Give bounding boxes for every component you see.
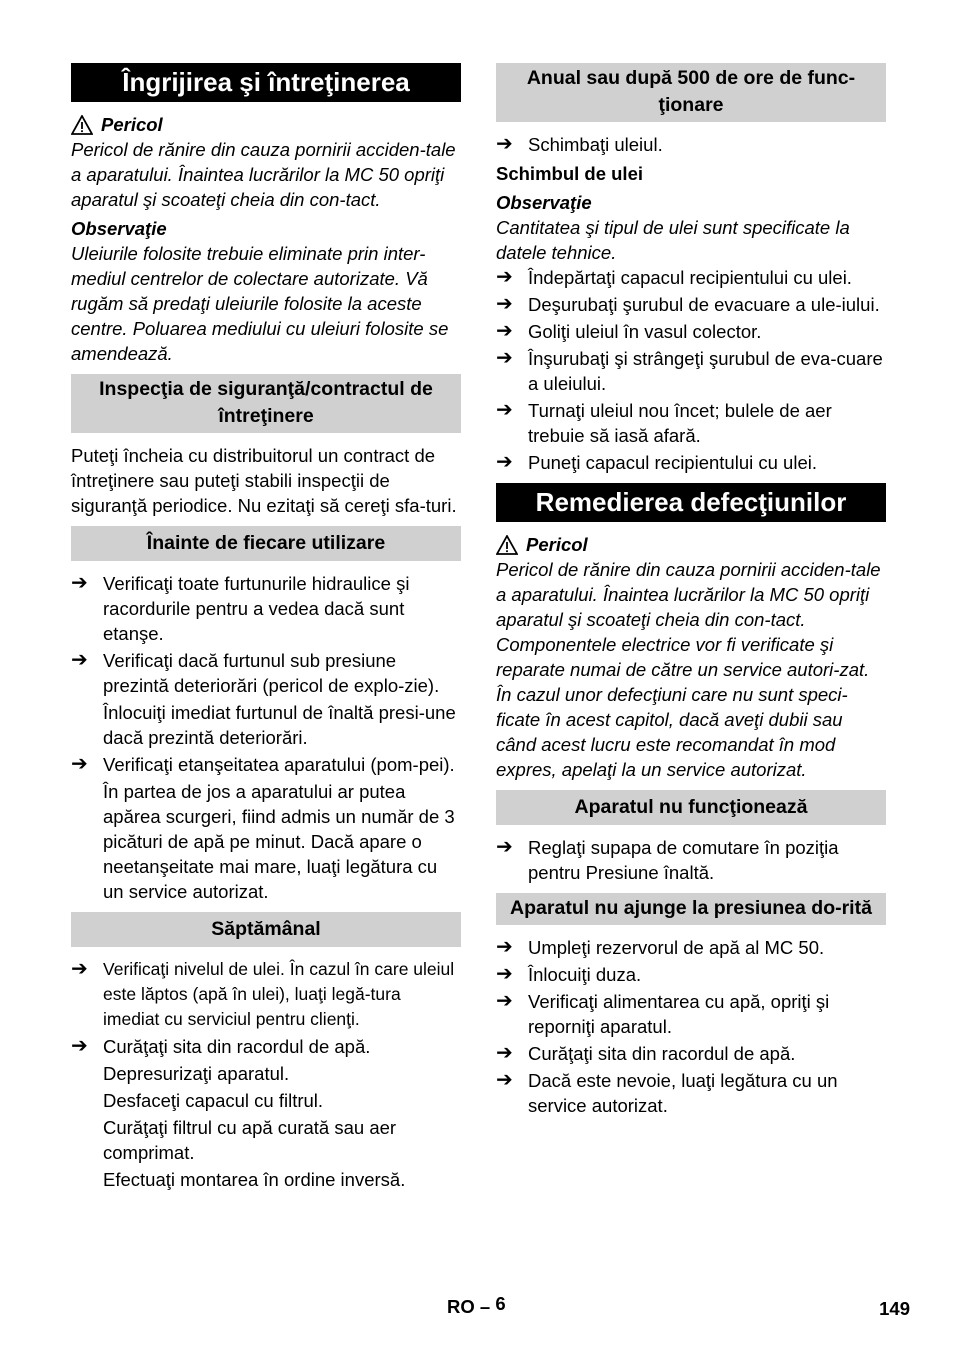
heading-pressure: Aparatul nu ajunge la presiunea do-rită (496, 893, 886, 925)
arrow-icon: ➔ (496, 836, 513, 858)
footer-local-page: 6 (495, 1293, 506, 1314)
right-column (496, 63, 886, 1120)
warning-triangle-icon (496, 535, 518, 555)
list-item: ➔ Dacă este nevoie, luaţi legătura cu un service autorizat. (496, 1069, 838, 1116)
arrow-icon: ➔ (496, 293, 513, 315)
list-item: ➔ Verificaţi etanşeitatea aparatului (pom-pei). (71, 753, 455, 775)
arrow-icon: ➔ (71, 572, 88, 594)
heading-inspection: Inspecţia de siguranţă/contractul de întreţinere (71, 374, 461, 433)
danger-text: Pericol de rănire din cauza pornirii acciden-tale a aparatului. Înaintea lucrărilor la MC 50 opriţi aparatul şi scoateţi cheia din con-tact. Componentele electrice vor fi verificate şi reparate numai de către un service autori-zat. În cazul unor defecţiuni care nu sunt speci-ficate în acest capitol, dacă aveţi dubii sau când acest lucru este recomandat în mod expres, apelaţi la un service autorizat. (496, 559, 881, 780)
heading-before-use: Înainte de fiecare utilizare (71, 526, 461, 561)
list-item: ➔ Deşurubaţi şurubul de evacuare a ule-iului. (496, 293, 880, 315)
danger-label: Pericol (526, 534, 588, 555)
indented-step: Efectuaţi montarea în ordine inversă. (103, 1169, 406, 1190)
inspection-text: Puteţi încheia cu distribuitorul un contract de întreţinere sau puteţi stabili inspecţii de siguranţă periodice. Nu ezitaţi să cereţi sfa-turi. (71, 445, 457, 516)
arrow-icon: ➔ (496, 990, 513, 1012)
arrow-icon: ➔ (71, 649, 88, 671)
list-item: ➔ Puneţi capacul recipientului cu ulei. (496, 451, 817, 473)
page-number: 149 (879, 1298, 910, 1319)
note-label: Observaţie (496, 192, 592, 213)
arrow-icon: ➔ (496, 1042, 513, 1064)
arrow-icon: ➔ (496, 1069, 513, 1091)
arrow-icon: ➔ (496, 936, 513, 958)
arrow-icon: ➔ (496, 266, 513, 288)
arrow-icon: ➔ (496, 451, 513, 473)
list-item: ➔ Turnaţi uleiul nou încet; bulele de aer trebuie să iasă afară. (496, 399, 832, 446)
section-title-care: Îngrijirea şi întreţinerea (71, 63, 461, 102)
arrow-icon: ➔ (71, 958, 88, 980)
arrow-icon: ➔ (496, 133, 513, 155)
list-item: ➔ Îndepărtaţi capacul recipientului cu ulei. (496, 266, 852, 288)
arrow-icon: ➔ (496, 963, 513, 985)
indented-step: Depresurizaţi aparatul. (103, 1063, 290, 1084)
heading-oil-change: Schimbul de ulei (496, 163, 643, 184)
heading-weekly: Săptămânal (71, 912, 461, 947)
note-text: Uleiurile folosite trebuie eliminate prin inter-mediul centrelor de colectare autorizate. Vă rugăm să predaţi uleiurile folosite la aceste centre. Poluarea mediului cu uleiuri folosite se amendează. (71, 243, 449, 364)
list-item: ➔ Verificaţi toate furtunurile hidraulice şi racordurile pentru a vedea dacă sunt etanşe. (71, 572, 410, 644)
danger-heading (71, 112, 461, 137)
note-text: Cantitatea şi tipul de ulei sunt specificate la datele tehnice. (496, 217, 850, 263)
arrow-icon: ➔ (496, 320, 513, 342)
list-item: ➔ Goliţi uleiul în vasul colector. (496, 320, 762, 342)
left-column (71, 63, 461, 1194)
list-item: ➔ Curăţaţi sita din racordul de apă. (71, 1035, 371, 1057)
note-label: Observaţie (71, 218, 167, 239)
danger-text: Pericol de rănire din cauza pornirii acciden-tale a aparatului. Înaintea lucrărilor la MC 50 opriţi aparatul şi scoateţi cheia din con-tact. (71, 139, 456, 210)
list-item: ➔ Înşurubaţi şi strângeţi şurubul de eva-cuare a uleiului. (496, 347, 883, 394)
list-item: ➔ Verificaţi nivelul de ulei. În cazul în care uleiul este lăptos (apă în ulei), luaţi legă-tura imediat cu serviciul pentru clienţi. (71, 957, 461, 1032)
list-item: ➔ Curăţaţi sita din racordul de apă. (496, 1042, 796, 1064)
indented-text: Înlocuiţi imediat furtunul de înaltă presi-une dacă prezintă deteriorări. (103, 702, 456, 748)
heading-annual: Anual sau după 500 de ore de func-ţionare (496, 63, 886, 122)
arrow-icon: ➔ (496, 399, 513, 421)
indented-step: Desfaceţi capacul cu filtrul. (103, 1090, 324, 1111)
footer-dash: – (479, 1296, 491, 1317)
list-item: ➔ Verificaţi alimentarea cu apă, opriţi şi reporniţi aparatul. (496, 990, 830, 1037)
danger-label: Pericol (101, 114, 163, 135)
list-item: ➔ Umpleţi rezervorul de apă al MC 50. (496, 936, 825, 958)
list-item: ➔ Reglaţi supapa de comutare în poziţia pentru Presiune înaltă. (496, 836, 839, 883)
warning-triangle-icon (71, 115, 93, 135)
arrow-icon: ➔ (71, 1035, 88, 1057)
footer-lang: RO (447, 1296, 475, 1317)
section-title-troubleshooting: Remedierea defecţiunilor (496, 483, 886, 522)
list-item: ➔ Schimbaţi uleiul. (496, 133, 663, 155)
heading-not-working: Aparatul nu funcţionează (496, 790, 886, 825)
indented-step: Curăţaţi filtrul cu apă curată sau aer comprimat. (103, 1117, 397, 1163)
arrow-icon: ➔ (71, 753, 88, 775)
list-item: ➔ Verificaţi dacă furtunul sub presiune prezintă deteriorări (pericol de explo-zie). (71, 649, 440, 696)
list-item: ➔ Înlocuiţi duza. (496, 963, 642, 985)
footer-language-page (447, 1293, 506, 1318)
arrow-icon: ➔ (496, 347, 513, 369)
danger-heading (496, 532, 886, 557)
indented-text: În partea de jos a aparatului ar putea apărea scurgeri, fiind admis un număr de 3 picături de apă pe minut. Dacă apare o neetanşeitate mai mare, luaţi legătura cu un service autorizat. (103, 781, 455, 902)
